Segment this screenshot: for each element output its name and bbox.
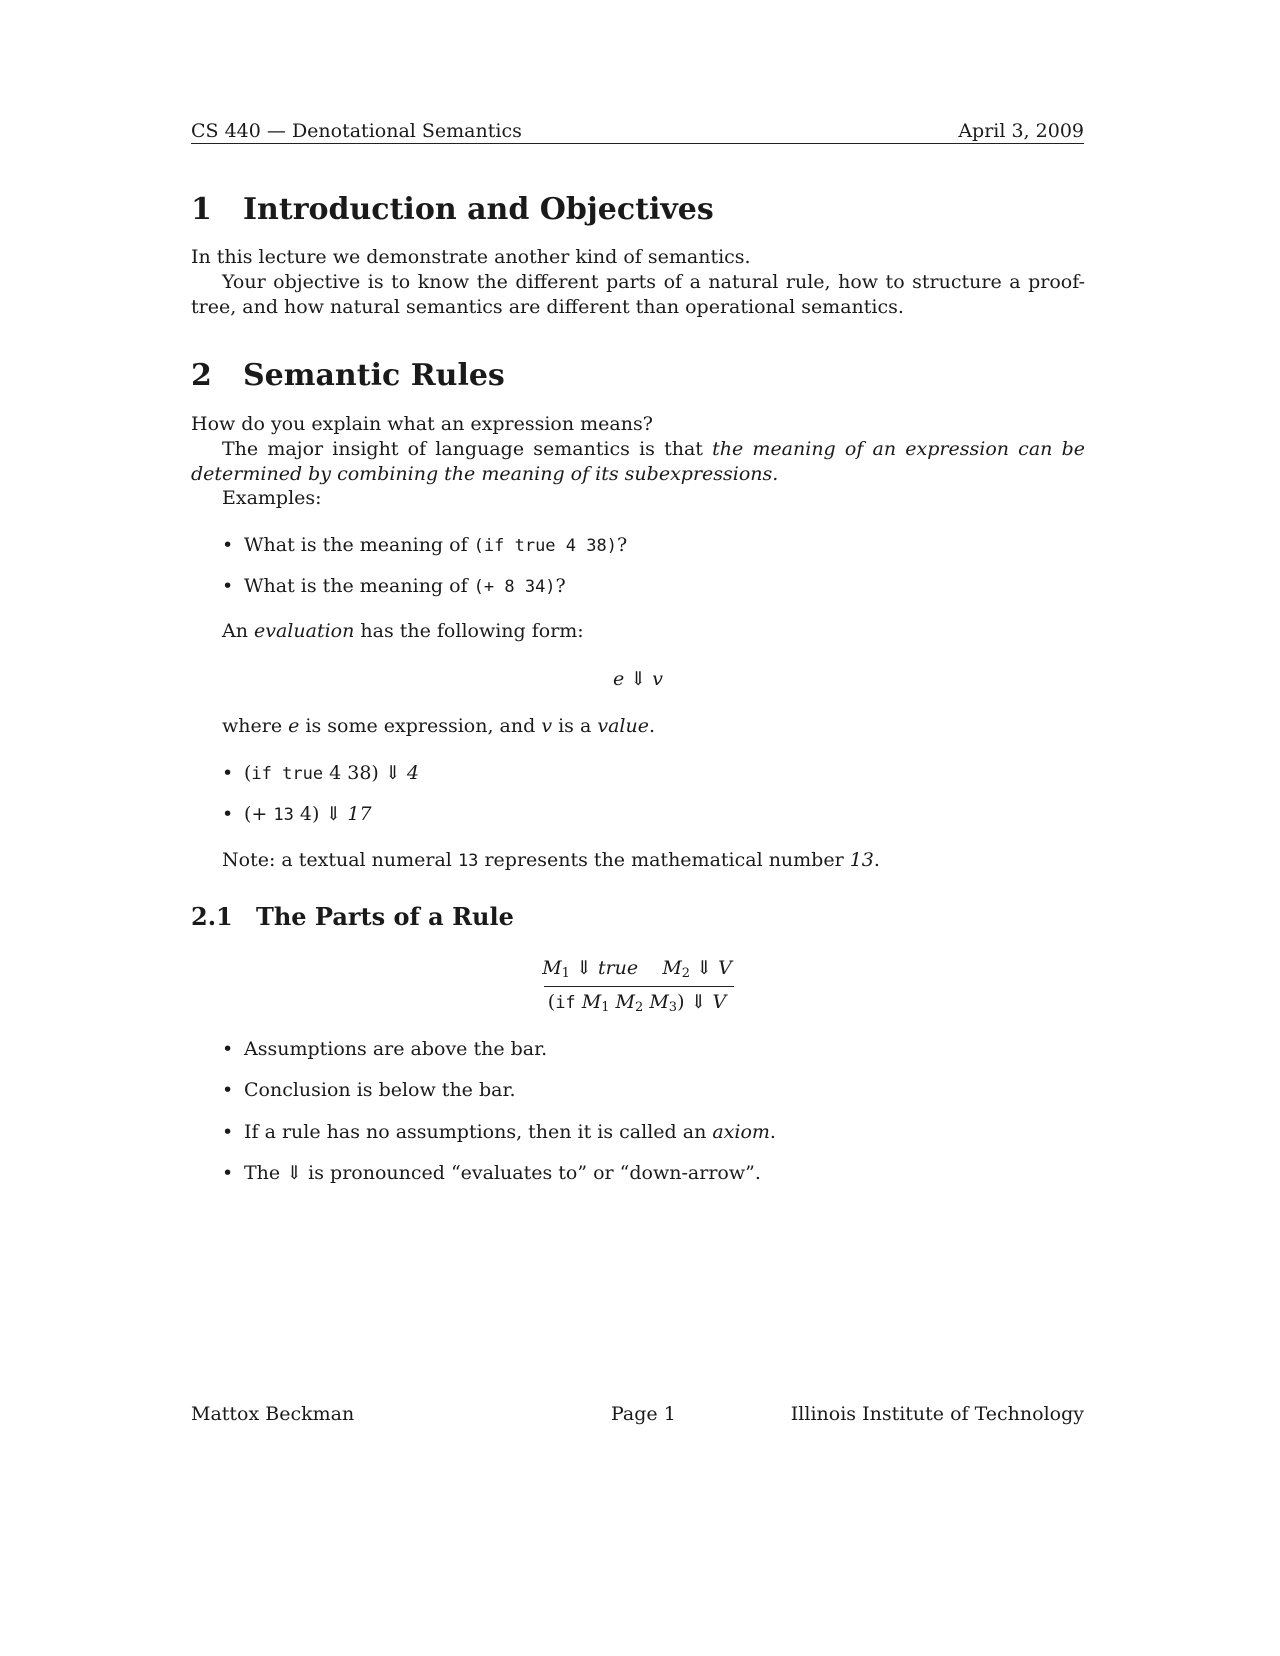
header-date: April 3, 2009	[958, 120, 1084, 142]
section-title: Introduction and Objectives	[243, 192, 714, 227]
down-arrow-icon: ⇓	[690, 957, 719, 979]
axiom-term: axiom	[712, 1121, 770, 1143]
down-arrow-icon: ⇓	[569, 957, 598, 979]
list-item: • What is the meaning of (+ 8 34)?	[222, 575, 566, 597]
section-1-heading	[191, 192, 714, 227]
objective-paragraph: Your objective is to know the different parts of a natural rule, how to structure a proof-tree, and how natural semantics are different than operational semantics.	[191, 271, 1085, 318]
header-rule	[191, 143, 1084, 144]
evaluation-formula: e ⇓ v	[613, 668, 663, 690]
list-item: • Assumptions are above the bar.	[222, 1038, 548, 1060]
down-arrow-icon: ⇓	[325, 803, 342, 825]
code-snippet: (if true 4 38)	[473, 536, 617, 556]
examples-label: Examples:	[222, 487, 322, 509]
down-arrow-icon: ⇓	[630, 668, 647, 690]
list-item: • If a rule has no assumptions, then it is called an axiom.	[222, 1121, 776, 1143]
insight-paragraph: The major insight of language semantics is that the meaning of an expression can be determined by combining the meaning of its subexpressions.	[191, 438, 1085, 485]
intro-paragraph: In this lecture we demonstrate another kind of semantics.	[191, 246, 751, 268]
where-sentence: where e is some expression, and v is a value.	[222, 715, 656, 737]
question-paragraph: How do you explain what an expression means?	[191, 413, 653, 435]
list-item: • (+ 13 4) ⇓ 17	[222, 803, 372, 825]
list-item: • What is the meaning of (if true 4 38)?	[222, 534, 628, 556]
footer-page-number: Page 1	[611, 1403, 676, 1425]
rule-conclusion: (if $M_1$ $M_2$ $M_3$) ⇓ V	[547, 991, 727, 1015]
evaluation-term: evaluation	[254, 620, 355, 642]
note-sentence: Note: a textual numeral 13 represents the mathematical number 13.	[222, 849, 880, 871]
section-title: The Parts of a Rule	[256, 902, 514, 931]
code-snippet: (+ 8 34)	[473, 577, 556, 597]
evaluation-sentence: An evaluation has the following form:	[222, 620, 584, 642]
footer-author: Mattox Beckman	[191, 1403, 355, 1425]
subsection-2-1-heading	[191, 902, 514, 931]
footer-institution: Illinois Institute of Technology	[790, 1403, 1084, 1425]
section-2-heading	[191, 358, 505, 393]
list-item: • The ⇓ is pronounced “evaluates to” or “down-arrow”.	[222, 1162, 761, 1184]
section-title: Semantic Rules	[243, 358, 505, 393]
down-arrow-icon: ⇓	[384, 762, 401, 784]
rule-assumptions: $M_1$ ⇓ true $M_2$ ⇓ V	[542, 957, 732, 981]
code-snippet: 13	[273, 805, 294, 825]
insight-emphasis: the meaning of an expression can be determined by combining the meaning of its subexpressions.	[191, 438, 1085, 485]
section-number: 2.1	[191, 902, 233, 931]
list-item: • Conclusion is below the bar.	[222, 1079, 516, 1101]
section-number: 1	[191, 192, 212, 227]
down-arrow-icon: ⇓	[684, 991, 713, 1013]
down-arrow-icon: ⇓	[286, 1162, 303, 1184]
code-snippet: 13	[457, 851, 479, 871]
list-item: • (if true 4 38) ⇓ 4	[222, 762, 419, 784]
code-snippet: if true	[251, 764, 324, 784]
rule-bar	[544, 986, 734, 987]
header-course-title: CS 440 — Denotational Semantics	[191, 120, 522, 142]
section-number: 2	[191, 358, 212, 393]
